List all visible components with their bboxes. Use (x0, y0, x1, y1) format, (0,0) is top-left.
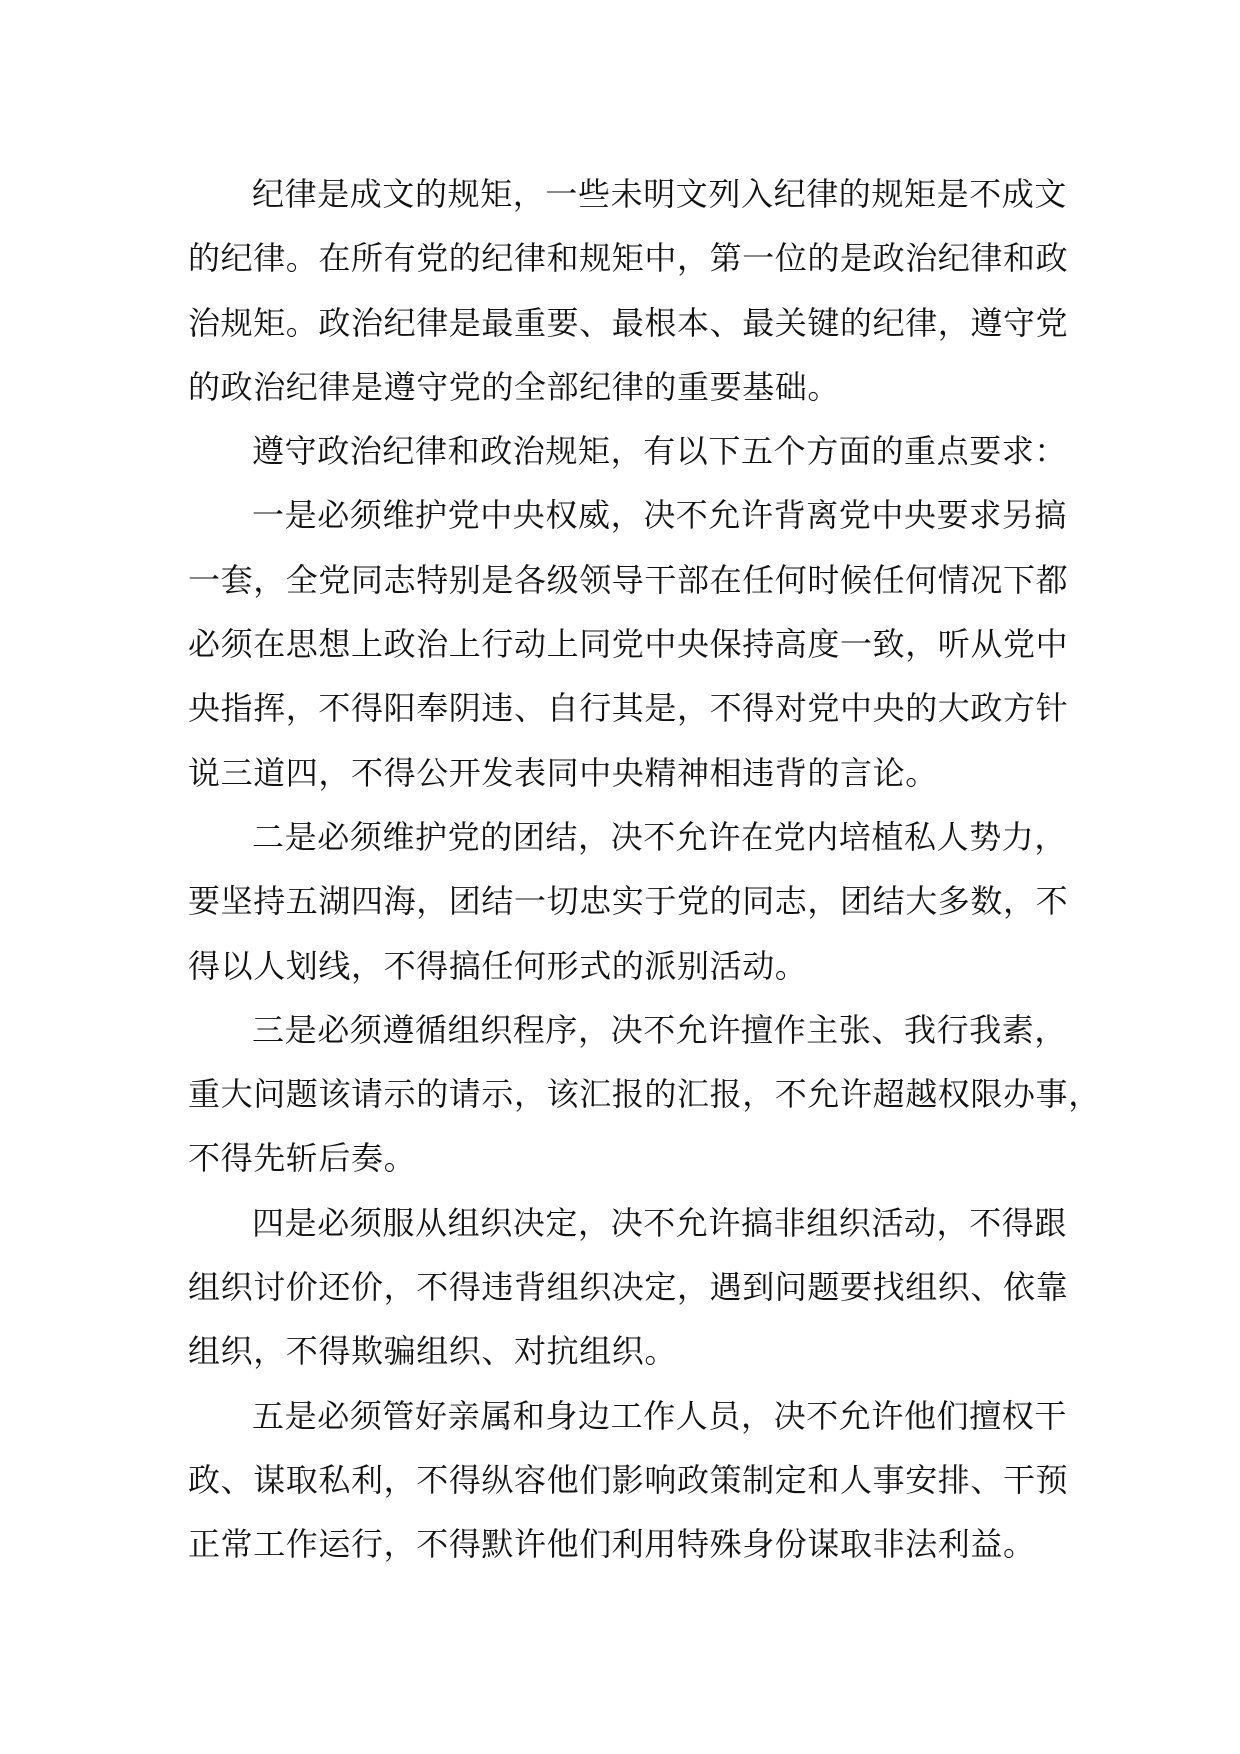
paragraph-line: 二是必须维护党的团结，决不允许在党内培植私人势力， (252, 817, 1068, 856)
paragraph-line: 重大问题该请示的请示，该汇报的汇报，不允许超越权限办事， (188, 1075, 1101, 1114)
paragraph-requirement-two (188, 805, 1088, 998)
paragraph-requirement-five (188, 1384, 1088, 1577)
paragraph-line: 遵守政治纪律和政治规矩，有以下五个方面的重点要求： (252, 432, 1068, 471)
paragraph-line: 要坚持五湖四海，团结一切忠实于党的同志，团结大多数，不 (188, 882, 1069, 921)
paragraph-line: 政、谋取私利，不得纵容他们影响政策制定和人事安排、干预 (188, 1460, 1069, 1499)
paragraph-requirement-four (188, 1191, 1088, 1384)
paragraph-line: 的政治纪律是遵守党的全部纪律的重要基础。 (188, 367, 841, 406)
paragraph-line: 说三道四，不得公开发表同中央精神相违背的言论。 (188, 753, 938, 792)
paragraph-line: 组织，不得欺骗组织、对抗组织。 (188, 1332, 678, 1371)
paragraph-line: 一是必须维护党中央权威，决不允许背离党中央要求另搞 (252, 496, 1068, 535)
paragraph-line: 一套，全党同志特别是各级领导干部在任何时候任何情况下都 (188, 560, 1069, 599)
paragraph-five-requirements-intro (188, 419, 1088, 483)
paragraph-line: 必须在思想上政治上行动上同党中央保持高度一致，听从党中 (188, 625, 1069, 664)
paragraph-line: 正常工作运行，不得默许他们利用特殊身份谋取非法利益。 (188, 1525, 1036, 1564)
paragraph-line: 治规矩。政治纪律是最重要、最根本、最关键的纪律，遵守党 (188, 303, 1069, 342)
paragraph-line: 组织讨价还价，不得违背组织决定，遇到问题要找组织、依靠 (188, 1268, 1069, 1307)
paragraph-line: 五是必须管好亲属和身边工作人员，决不允许他们擅权干 (252, 1396, 1068, 1435)
paragraph-discipline-definition (188, 162, 1088, 419)
paragraph-requirement-three (188, 998, 1101, 1191)
paragraph-line: 不得先斩后奏。 (188, 1139, 417, 1178)
paragraph-line: 纪律是成文的规矩，一些未明文列入纪律的规矩是不成文 (252, 175, 1068, 213)
paragraph-line: 的纪律。在所有党的纪律和规矩中，第一位的是政治纪律和政 (188, 239, 1069, 278)
paragraph-line: 央指挥，不得阳奉阴违、自行其是，不得对党中央的大政方针 (188, 689, 1069, 728)
paragraph-line: 得以人划线，不得搞任何形式的派别活动。 (188, 946, 808, 985)
paragraph-requirement-one (188, 483, 1088, 804)
document-body (188, 162, 1101, 1577)
paragraph-line: 四是必须服从组织决定，决不允许搞非组织活动，不得跟 (252, 1203, 1068, 1242)
paragraph-line: 三是必须遵循组织程序，决不允许擅作主张、我行我素， (252, 1010, 1068, 1049)
